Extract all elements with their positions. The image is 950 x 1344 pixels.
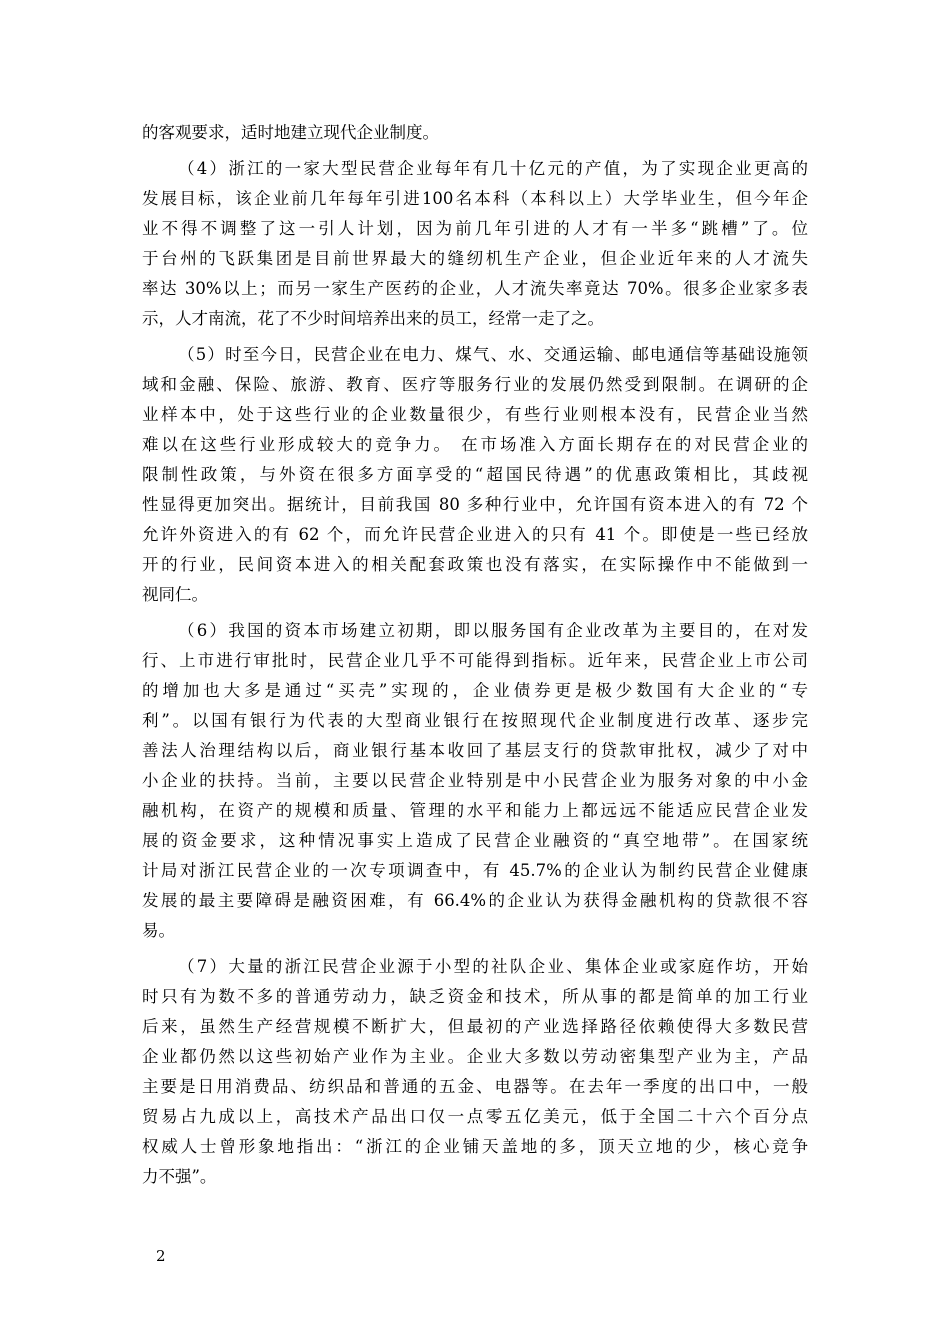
text-line: 发展的最主要障碍是融资困难，有 66.4%的企业认为获得金融机构的贷款很不容	[142, 891, 808, 910]
text-line: 力不强”。	[142, 1167, 217, 1186]
text-line: 业不得不调整了这一引人计划，因为前几年引进的人才有一半多“跳槽”了。位	[142, 219, 808, 238]
text-line: 主要是日用消费品、纺织品和普通的五金、电器等。在去年一季度的出口中，一般	[142, 1077, 808, 1096]
text-line: 时只有为数不多的普通劳动力，缺乏资金和技术，所从事的都是简单的加工行业	[142, 987, 808, 1006]
text-line: 后来，虽然生产经营规模不断扩大，但最初的产业选择路径依赖使得大多数民营	[142, 1017, 808, 1036]
text-line: 的增加也大多是通过“买壳”实现的，企业债券更是极少数国有大企业的“专	[142, 681, 808, 700]
text-line: 域和金融、保险、旅游、教育、医疗等服务行业的发展仍然受到限制。在调研的企	[142, 375, 808, 394]
text-line: 小企业的扶持。当前，主要以民营企业特别是中小民营企业为服务对象的中小金	[142, 771, 808, 790]
text-line: 限制性政策，与外资在很多方面享受的“超国民待遇”的优惠政策相比，其歧视	[142, 465, 808, 484]
paragraph-6	[142, 616, 808, 946]
text-line: 于台州的飞跃集团是目前世界最大的缝纫机生产企业，但企业近年来的人才流失	[142, 249, 808, 268]
text-line: （6）我国的资本市场建立初期，即以服务国有企业改革为主要目的，在对发	[178, 621, 808, 640]
text-line: （7）大量的浙江民营企业源于小型的社队企业、集体企业或家庭作坊，开始	[178, 957, 808, 976]
text-line: 行、上市进行审批时，民营企业几乎不可能得到指标。近年来，民营企业上市公司	[142, 651, 808, 670]
text-line: 权威人士曾形象地指出：“浙江的企业铺天盖地的多，顶天立地的少，核心竞争	[142, 1137, 808, 1156]
page-number: 2	[156, 1247, 166, 1265]
text-line: 视同仁。	[142, 585, 208, 604]
paragraph-4	[142, 154, 808, 334]
paragraph-intro-tail	[142, 118, 808, 148]
text-line: 发展目标，该企业前几年每年引进100名本科（本科以上）大学毕业生，但今年企	[142, 189, 808, 208]
paragraph-7	[142, 952, 808, 1192]
text-line: 企业都仍然以这些初始产业作为主业。企业大多数以劳动密集型产业为主，产品	[142, 1047, 808, 1066]
text-line: 示，人才南流，花了不少时间培养出来的员工，经常一走了之。	[142, 309, 604, 328]
text-line: 展的资金要求，这种情况事实上造成了民营企业融资的“真空地带”。在国家统	[142, 831, 808, 850]
text-line: 贸易占九成以上，高技术产品出口仅一点零五亿美元，低于全国二十六个百分点	[142, 1107, 808, 1126]
text-line: 难以在这些行业形成较大的竞争力。 在市场准入方面长期存在的对民营企业的	[142, 435, 808, 454]
text-line: 善法人治理结构以后，商业银行基本收回了基层支行的贷款审批权，减少了对中	[142, 741, 808, 760]
text-line: 开的行业，民间资本进入的相关配套政策也没有落实，在实际操作中不能做到一	[142, 555, 808, 574]
text-line: 率达 30%以上；而另一家生产医药的企业，人才流失率竟达 70%。很多企业家多表	[142, 279, 808, 298]
document-body	[142, 118, 808, 1198]
text-line: 融机构，在资产的规模和质量、管理的水平和能力上都远远不能适应民营企业发	[142, 801, 808, 820]
text-line: 的客观要求，适时地建立现代企业制度。	[142, 123, 439, 142]
text-line: 业样本中，处于这些行业的企业数量很少，有些行业则根本没有，民营企业当然	[142, 405, 808, 424]
paragraph-5	[142, 340, 808, 610]
text-line: （4）浙江的一家大型民营企业每年有几十亿元的产值，为了实现企业更高的	[178, 159, 808, 178]
text-line: 利”。以国有银行为代表的大型商业银行在按照现代企业制度进行改革、逐步完	[142, 711, 808, 730]
text-line: 允许外资进入的有 62 个，而允许民营企业进入的只有 41 个。即使是一些已经放	[142, 525, 808, 544]
text-line: 易。	[142, 921, 175, 940]
text-line: （5）时至今日，民营企业在电力、煤气、水、交通运输、邮电通信等基础设施领	[178, 345, 808, 364]
text-line: 计局对浙江民营企业的一次专项调查中，有 45.7%的企业认为制约民营企业健康	[142, 861, 808, 880]
text-line: 性显得更加突出。据统计，目前我国 80 多种行业中，允许国有资本进入的有 72 个	[142, 495, 808, 514]
